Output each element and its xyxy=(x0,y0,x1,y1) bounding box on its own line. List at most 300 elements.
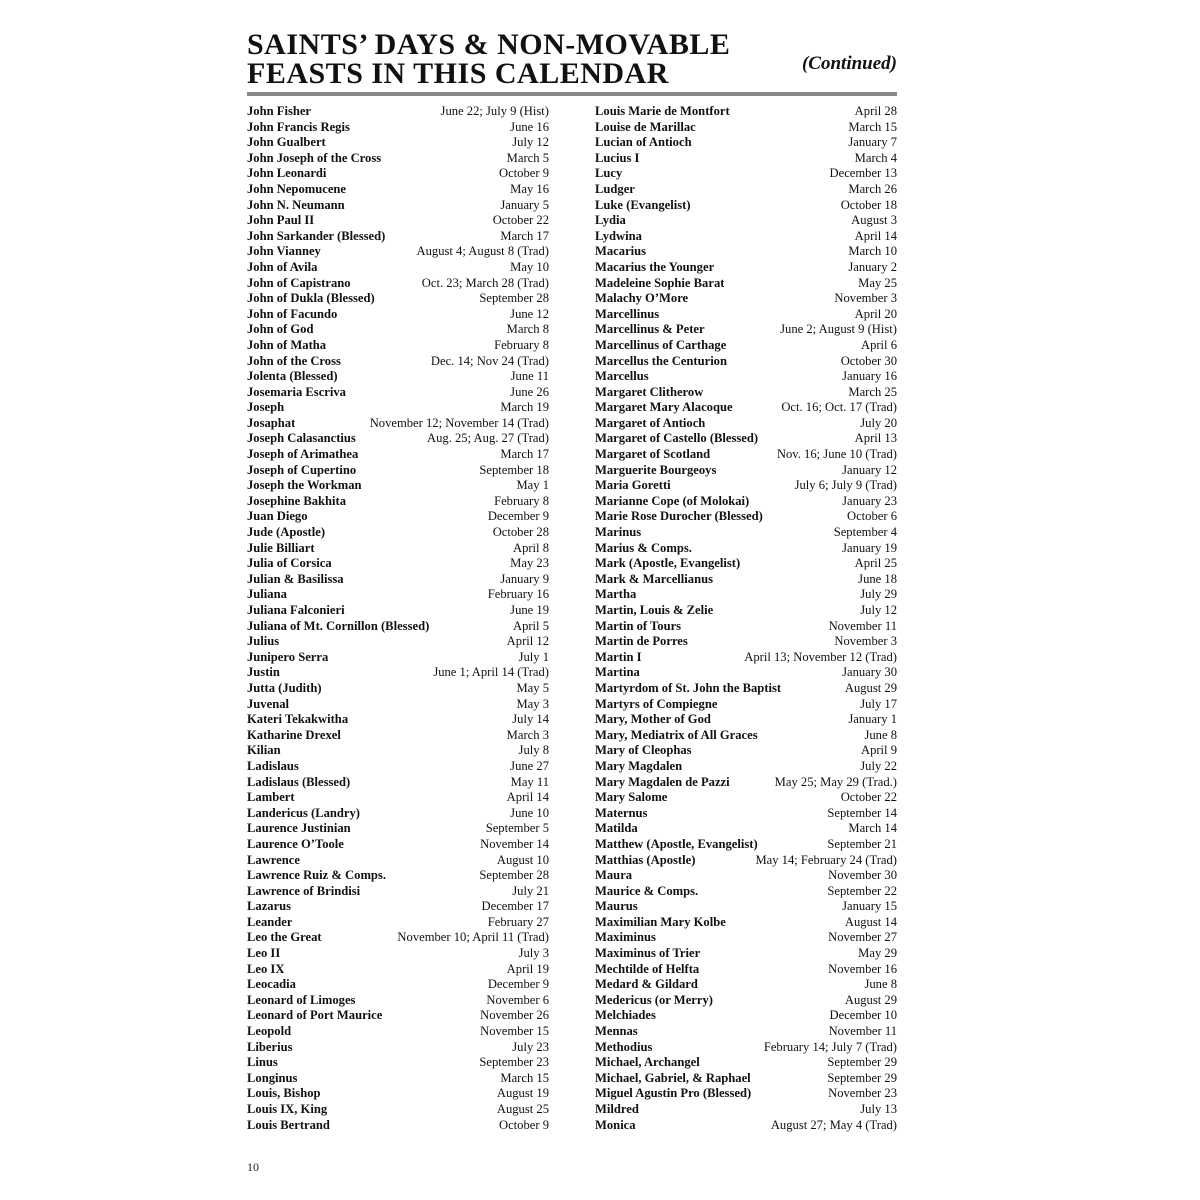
saint-entry-row xyxy=(595,104,897,120)
saint-name: John of Matha xyxy=(247,337,327,352)
saint-name: Lucy xyxy=(595,166,623,181)
feast-date: July 29 xyxy=(860,587,897,602)
feast-date: January 19 xyxy=(842,540,897,555)
saint-name: Joseph xyxy=(247,400,285,415)
saint-entry-row xyxy=(595,307,897,323)
feast-date: July 12 xyxy=(860,603,897,617)
feast-date: January 9 xyxy=(500,571,549,586)
saint-name: Martin I xyxy=(595,649,642,664)
feast-date: February 27 xyxy=(487,914,549,929)
saint-entry-row xyxy=(595,463,897,479)
saint-entry-row xyxy=(247,260,549,276)
saint-name: Monica xyxy=(595,1117,636,1132)
saint-entry-row xyxy=(247,603,549,619)
saint-entry-row xyxy=(247,1102,549,1118)
saint-name: Louis, Bishop xyxy=(247,1086,321,1101)
feast-date: April 28 xyxy=(854,104,897,118)
feast-date: February 14; July 7 (Trad) xyxy=(763,1039,897,1054)
saint-name: Leo the Great xyxy=(247,930,322,945)
saint-entry-row xyxy=(595,821,897,837)
saint-name: Methodius xyxy=(595,1039,653,1054)
feast-date: January 5 xyxy=(500,197,549,212)
saint-name: Louis IX, King xyxy=(247,1102,328,1116)
saint-name: Martyrs of Compiegne xyxy=(595,696,718,711)
saint-entry-row xyxy=(247,431,549,447)
saint-name: John Fisher xyxy=(247,104,312,118)
feast-date: July 20 xyxy=(860,415,897,430)
feast-date: November 30 xyxy=(828,868,897,883)
feast-date: April 5 xyxy=(512,618,549,633)
saint-name: Martha xyxy=(595,587,637,602)
saint-name: Kilian xyxy=(247,743,281,758)
saint-name: Mark & Marcellianus xyxy=(595,571,713,586)
feast-date: March 4 xyxy=(854,150,897,165)
saint-name: Justin xyxy=(247,665,280,680)
saint-name: Lawrence Ruiz & Comps. xyxy=(247,868,386,883)
feast-date: October 22 xyxy=(840,790,897,805)
saint-name: Marcellus the Centurion xyxy=(595,353,727,368)
feast-date: June 27 xyxy=(510,758,549,773)
saint-name: Medericus (or Merry) xyxy=(595,992,713,1007)
saint-name: John of God xyxy=(247,322,314,337)
saint-name: John of the Cross xyxy=(247,353,341,368)
page-title-line-2: FEASTS IN THIS CALENDAR xyxy=(247,57,669,90)
saint-name: Ladislaus xyxy=(247,758,299,773)
feast-date: July 22 xyxy=(860,758,897,773)
feast-date: June 1; April 14 (Trad) xyxy=(433,665,549,680)
saint-entry-row xyxy=(247,556,549,572)
feast-date: April 12 xyxy=(506,634,549,649)
feast-date: April 6 xyxy=(860,337,897,352)
saint-entry-row xyxy=(595,712,897,728)
saint-entry-row xyxy=(247,587,549,603)
saint-name: Junipero Serra xyxy=(247,649,329,664)
feast-date: November 26 xyxy=(480,1008,549,1023)
saint-entry-row xyxy=(595,556,897,572)
page-number: 10 xyxy=(247,1160,259,1174)
feast-date: October 28 xyxy=(492,525,549,540)
saint-name: Laurence Justinian xyxy=(247,821,351,836)
saint-name: John Vianney xyxy=(247,244,321,259)
feast-date: Oct. 16; Oct. 17 (Trad) xyxy=(781,400,897,415)
saint-entry-row xyxy=(247,447,549,463)
feast-date: Aug. 25; Aug. 27 (Trad) xyxy=(427,431,549,446)
left-column xyxy=(247,104,549,1133)
saint-name: Josephine Bakhita xyxy=(247,493,347,508)
saint-name: Margaret of Castello (Blessed) xyxy=(595,431,759,446)
saint-entry-row xyxy=(595,291,897,307)
feast-date: June 16 xyxy=(510,119,549,134)
saint-entry-row xyxy=(247,213,549,229)
saint-entry-row xyxy=(247,665,549,681)
saint-entry-row xyxy=(595,915,897,931)
feast-date: December 13 xyxy=(829,166,897,181)
saint-entry-row xyxy=(595,385,897,401)
feast-date: January 15 xyxy=(842,899,897,914)
feast-date: Dec. 14; Nov 24 (Trad) xyxy=(430,353,549,368)
feast-date: November 6 xyxy=(486,992,549,1007)
saint-name: Joseph Calasanctius xyxy=(247,431,356,446)
feast-date: July 1 xyxy=(518,649,549,664)
saint-name: Margaret Clitherow xyxy=(595,384,704,399)
feast-date: November 27 xyxy=(828,930,897,945)
saint-name: Longinus xyxy=(247,1070,298,1085)
saint-entry-row xyxy=(247,790,549,806)
feast-date: September 18 xyxy=(479,462,549,477)
feast-date: October 22 xyxy=(492,213,549,228)
saint-entry-row xyxy=(595,338,897,354)
saint-entry-row xyxy=(247,104,549,120)
saint-entry-row xyxy=(595,1024,897,1040)
page-title-line-1: SAINTS’ DAYS & NON-MOVABLE xyxy=(247,28,731,61)
feast-date: November 3 xyxy=(834,291,897,306)
feast-date: May 14; February 24 (Trad) xyxy=(755,852,897,867)
saint-entry-row xyxy=(247,1055,549,1071)
feast-date: August 25 xyxy=(496,1102,549,1116)
saint-entry-row xyxy=(247,385,549,401)
saint-name: Mary, Mother of God xyxy=(595,712,711,727)
feast-date: March 25 xyxy=(848,384,897,399)
saint-entry-row xyxy=(595,775,897,791)
feast-date: Oct. 23; March 28 (Trad) xyxy=(421,275,549,290)
saint-name: Marcellinus xyxy=(595,306,660,321)
feast-date: January 30 xyxy=(842,665,897,680)
saint-entry-row xyxy=(247,1024,549,1040)
saint-entry-row xyxy=(247,1086,549,1102)
feast-date: Nov. 16; June 10 (Trad) xyxy=(776,447,897,462)
feast-date: May 25; May 29 (Trad.) xyxy=(774,774,897,789)
saint-name: Leopold xyxy=(247,1024,292,1039)
saint-entry-row xyxy=(595,120,897,136)
feast-date: August 19 xyxy=(496,1086,549,1101)
feast-date: June 26 xyxy=(510,384,549,399)
feast-date: September 14 xyxy=(827,805,897,820)
saint-name: Maximinus xyxy=(595,930,656,945)
feast-date: November 23 xyxy=(828,1086,897,1101)
saint-entry-row xyxy=(247,400,549,416)
saint-entry-row xyxy=(247,619,549,635)
saint-name: John of Facundo xyxy=(247,306,338,321)
saint-entry-row xyxy=(595,993,897,1009)
saint-entry-row xyxy=(247,276,549,292)
feast-date: March 15 xyxy=(848,119,897,134)
saint-name: Mennas xyxy=(595,1024,638,1039)
feast-date: July 12 xyxy=(512,135,549,150)
feast-date: July 23 xyxy=(512,1039,549,1054)
saint-name: Marcellinus of Carthage xyxy=(595,337,727,352)
feast-date: May 1 xyxy=(516,478,549,493)
saint-name: Martin, Louis & Zelie xyxy=(595,603,714,617)
saint-name: Margaret Mary Alacoque xyxy=(595,400,733,415)
saint-entry-row xyxy=(595,182,897,198)
saint-entry-row xyxy=(595,728,897,744)
feast-date: March 5 xyxy=(506,150,549,165)
feast-date: November 11 xyxy=(828,618,897,633)
saint-name: Melchiades xyxy=(595,1008,656,1023)
saint-entry-row xyxy=(595,1118,897,1134)
saint-entry-row xyxy=(595,509,897,525)
saint-name: Marcellinus & Peter xyxy=(595,322,705,337)
feast-date: November 3 xyxy=(834,634,897,649)
saint-entry-row xyxy=(247,541,549,557)
saint-entry-row xyxy=(595,977,897,993)
saint-entry-row xyxy=(595,400,897,416)
saint-name: Mechtilde of Helfta xyxy=(595,961,700,976)
feast-date: November 15 xyxy=(480,1024,549,1039)
feast-date: December 9 xyxy=(487,509,549,524)
feast-date: November 10; April 11 (Trad) xyxy=(397,930,549,945)
feast-date: March 8 xyxy=(506,322,549,337)
feast-date: October 9 xyxy=(498,166,549,181)
saint-entry-row xyxy=(595,650,897,666)
saint-entry-row xyxy=(247,525,549,541)
feast-date: August 4; August 8 (Trad) xyxy=(416,244,549,259)
saint-entry-row xyxy=(247,120,549,136)
saint-name: Macarius xyxy=(595,244,647,259)
feast-date: September 28 xyxy=(479,868,549,883)
saint-name: Martina xyxy=(595,665,640,680)
saint-name: Mildred xyxy=(595,1102,639,1116)
saint-name: John of Capistrano xyxy=(247,275,351,290)
feast-date: January 1 xyxy=(848,712,897,727)
saint-name: Matilda xyxy=(595,821,638,836)
saint-entry-row xyxy=(247,463,549,479)
saint-entry-row xyxy=(595,1071,897,1087)
saint-name: Martin de Porres xyxy=(595,634,688,649)
feast-date: April 13; November 12 (Trad) xyxy=(744,649,897,664)
saint-entry-row xyxy=(595,603,897,619)
feast-date: April 14 xyxy=(854,228,897,243)
feast-date: May 29 xyxy=(858,946,897,961)
saint-entry-row xyxy=(595,369,897,385)
saint-entry-row xyxy=(595,790,897,806)
saint-entry-row xyxy=(595,743,897,759)
feast-date: June 2; August 9 (Hist) xyxy=(780,322,897,337)
saint-name: Marguerite Bourgeoys xyxy=(595,462,717,477)
saint-name: Marianne Cope (of Molokai) xyxy=(595,493,750,508)
saint-name: Marcellus xyxy=(595,369,649,384)
saint-entry-row xyxy=(247,322,549,338)
saint-name: Macarius the Younger xyxy=(595,259,715,274)
saint-entry-row xyxy=(247,1118,549,1134)
feast-date: November 16 xyxy=(828,961,897,976)
feast-date: July 14 xyxy=(512,712,549,727)
feast-date: June 8 xyxy=(864,977,897,992)
saint-name: Jude (Apostle) xyxy=(247,525,326,540)
saint-entry-row xyxy=(595,1055,897,1071)
saint-entry-row xyxy=(595,431,897,447)
saint-entry-row xyxy=(247,821,549,837)
feast-date: June 10 xyxy=(510,805,549,820)
feast-date: February 16 xyxy=(487,587,549,602)
saint-entry-row xyxy=(247,198,549,214)
feast-date: November 14 xyxy=(480,836,549,851)
saint-entry-row xyxy=(247,572,549,588)
saint-entry-row xyxy=(247,338,549,354)
saint-entry-row xyxy=(595,572,897,588)
saint-entry-row xyxy=(247,884,549,900)
saint-name: John of Avila xyxy=(247,259,318,274)
feast-date: March 10 xyxy=(848,244,897,259)
saint-name: Madeleine Sophie Barat xyxy=(595,275,725,290)
saint-entry-row xyxy=(247,712,549,728)
saint-entry-row xyxy=(247,775,549,791)
saint-entry-row xyxy=(595,634,897,650)
feast-date: July 17 xyxy=(860,696,897,711)
saint-entry-row xyxy=(247,915,549,931)
saint-name: Joseph the Workman xyxy=(247,478,362,493)
saint-entry-row xyxy=(247,868,549,884)
saint-entry-row xyxy=(247,993,549,1009)
saint-entry-row xyxy=(595,619,897,635)
feast-date: February 8 xyxy=(494,337,549,352)
feast-date: January 12 xyxy=(842,462,897,477)
feast-date: May 11 xyxy=(510,774,549,789)
saint-name: John N. Neumann xyxy=(247,197,345,212)
saint-entry-row xyxy=(595,198,897,214)
saint-name: Leander xyxy=(247,914,293,929)
feast-date: March 26 xyxy=(848,181,897,196)
saint-name: Lydia xyxy=(595,213,626,228)
saint-entry-row xyxy=(595,899,897,915)
feast-date: March 14 xyxy=(848,821,897,836)
feast-date: April 14 xyxy=(506,790,549,805)
feast-date: October 18 xyxy=(840,197,897,212)
saint-entry-row xyxy=(595,1086,897,1102)
saint-entry-row xyxy=(247,135,549,151)
saint-entry-row xyxy=(595,884,897,900)
saint-entry-row xyxy=(595,151,897,167)
saint-name: Juliana Falconieri xyxy=(247,603,345,617)
feast-date: April 19 xyxy=(506,961,549,976)
feast-date: September 5 xyxy=(485,821,549,836)
saint-entry-row xyxy=(247,416,549,432)
saint-entry-row xyxy=(247,728,549,744)
saint-entry-row xyxy=(247,962,549,978)
saint-entry-row xyxy=(595,587,897,603)
saint-entry-row xyxy=(247,759,549,775)
saint-entry-row xyxy=(247,166,549,182)
saint-name: Leonard of Port Maurice xyxy=(247,1008,383,1023)
saint-name: John of Dukla (Blessed) xyxy=(247,291,375,306)
saint-entry-row xyxy=(595,354,897,370)
feast-date: June 22; July 9 (Hist) xyxy=(440,104,549,118)
header-rule xyxy=(247,92,897,96)
feast-date: August 14 xyxy=(844,914,897,929)
saint-entry-row xyxy=(595,1102,897,1118)
saint-name: Margaret of Antioch xyxy=(595,415,706,430)
saint-name: Marius & Comps. xyxy=(595,540,692,555)
saint-entry-row xyxy=(247,1040,549,1056)
saint-name: John Francis Regis xyxy=(247,119,350,134)
saint-entry-row xyxy=(247,634,549,650)
saint-name: John Joseph of the Cross xyxy=(247,150,382,165)
saint-name: Leo IX xyxy=(247,961,285,976)
saint-entry-row xyxy=(247,650,549,666)
continued-label: (Continued) xyxy=(801,53,897,74)
saint-name: Martin of Tours xyxy=(595,618,682,633)
feast-date: November 12; November 14 (Trad) xyxy=(369,415,549,430)
saint-name: Lucian of Antioch xyxy=(595,135,692,150)
saint-name: Josemaria Escriva xyxy=(247,384,346,399)
feast-date: September 21 xyxy=(827,836,897,851)
feast-date: May 3 xyxy=(516,696,549,711)
saint-name: Mary Magdalen de Pazzi xyxy=(595,774,730,789)
saint-name: Maura xyxy=(595,868,633,883)
feast-date: April 8 xyxy=(512,540,549,555)
saint-name: Michael, Archangel xyxy=(595,1055,700,1070)
saint-entry-row xyxy=(595,229,897,245)
saint-entry-row xyxy=(595,665,897,681)
saint-entry-row xyxy=(247,853,549,869)
feast-date: August 10 xyxy=(496,852,549,867)
saint-name: Maximilian Mary Kolbe xyxy=(595,914,726,929)
saint-name: Linus xyxy=(247,1055,278,1070)
saint-entry-row xyxy=(595,853,897,869)
saint-entry-row xyxy=(595,1008,897,1024)
feast-date: October 6 xyxy=(846,509,897,524)
saint-entry-row xyxy=(595,806,897,822)
saint-entry-row xyxy=(595,962,897,978)
feast-date: January 7 xyxy=(848,135,897,150)
feast-date: March 17 xyxy=(500,447,549,462)
feast-date: April 25 xyxy=(854,556,897,571)
feast-date: July 21 xyxy=(512,883,549,898)
saint-entry-row xyxy=(595,1040,897,1056)
saint-name: Mary Salome xyxy=(595,790,668,805)
saint-name: Leonard of Limoges xyxy=(247,992,356,1007)
saint-entry-row xyxy=(595,244,897,260)
feast-date: June 8 xyxy=(864,727,897,742)
saint-name: Lazarus xyxy=(247,899,292,914)
saint-entry-row xyxy=(247,354,549,370)
saint-name: Juan Diego xyxy=(247,509,308,524)
saint-entry-row xyxy=(247,307,549,323)
saint-name: Leocadia xyxy=(247,977,296,992)
saint-name: John Gualbert xyxy=(247,135,326,150)
saint-entry-row xyxy=(247,244,549,260)
saint-name: Malachy O’More xyxy=(595,291,689,306)
feast-date: March 19 xyxy=(500,400,549,415)
saint-entry-row xyxy=(595,135,897,151)
saint-entry-row xyxy=(595,868,897,884)
feast-date: June 18 xyxy=(858,571,897,586)
feast-date: May 16 xyxy=(510,181,549,196)
saint-name: Louis Marie de Montfort xyxy=(595,104,730,118)
saint-name: Laurence O’Toole xyxy=(247,836,344,851)
saint-name: Katharine Drexel xyxy=(247,727,341,742)
saint-entry-row xyxy=(595,930,897,946)
feast-date: September 4 xyxy=(833,525,897,540)
saint-entry-row xyxy=(595,525,897,541)
saint-name: Kateri Tekakwitha xyxy=(247,712,349,727)
feast-date: July 6; July 9 (Trad) xyxy=(794,478,897,493)
saint-name: Josaphat xyxy=(247,415,296,430)
saint-name: Martyrdom of St. John the Baptist xyxy=(595,680,782,695)
feast-date: June 19 xyxy=(510,603,549,617)
feast-date: October 30 xyxy=(840,353,897,368)
feast-date: December 10 xyxy=(829,1008,897,1023)
saint-entry-row xyxy=(595,322,897,338)
saint-entry-row xyxy=(595,541,897,557)
feast-date: December 9 xyxy=(487,977,549,992)
saint-entry-row xyxy=(595,166,897,182)
feast-date: January 23 xyxy=(842,493,897,508)
saint-name: Louise de Marillac xyxy=(595,119,696,134)
saint-name: John Nepomucene xyxy=(247,181,347,196)
saint-entry-row xyxy=(247,930,549,946)
saint-name: Landericus (Landry) xyxy=(247,805,361,820)
